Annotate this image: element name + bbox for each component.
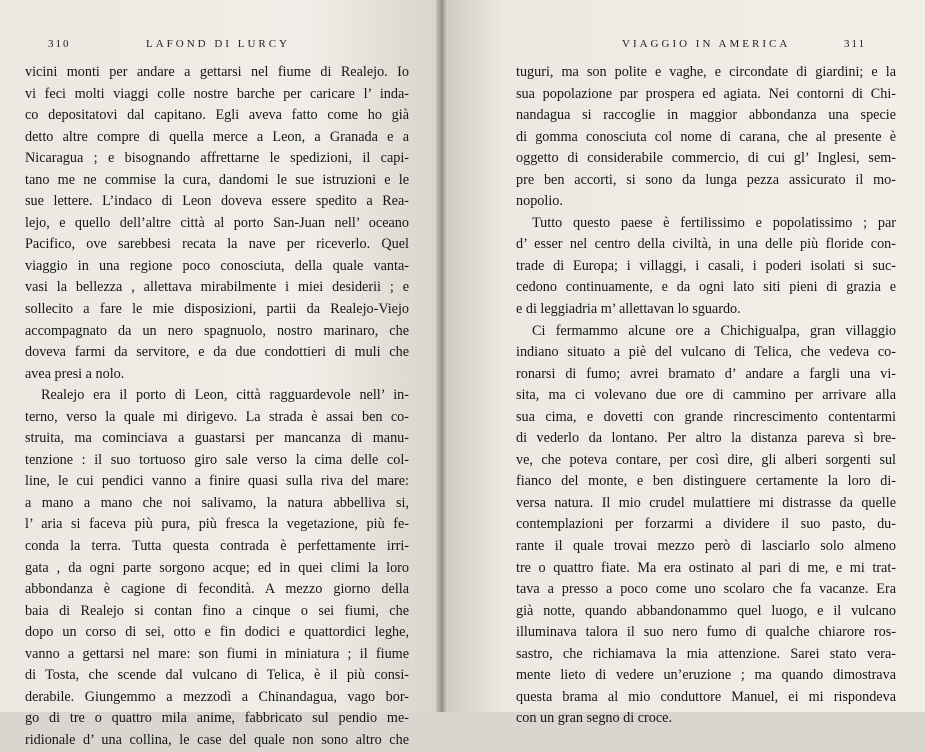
- text-line: nopolio.: [516, 193, 563, 210]
- left-running-head: LAFOND DI LURCY: [146, 38, 290, 50]
- text-line: tenzione : il suo tortuoso giro sale verso la cima delle col-: [25, 451, 409, 468]
- text-line: cedono continuamente, e da ogni lato siti pieni di grazia e: [516, 279, 896, 296]
- text-line: sastro, che richiamava la mia attenzione. Sarei stato vera-: [516, 645, 896, 662]
- text-line: tuguri, ma son polite e vaghe, e circondate di giardini; e la: [516, 64, 896, 80]
- text-line: questa brama al mio conduttore Manuel, ei mi rispondeva: [516, 688, 896, 705]
- text-line: sua cima, e dovetti con grande rincrescimento contentarmi: [516, 408, 896, 425]
- text-line: di vederlo da lontano. Per altro la distanza pareva sì bre-: [516, 430, 896, 447]
- text-line: vi feci molti viaggi colle nostre barche per caricare l’ inda-: [25, 85, 409, 102]
- text-line: sue lettere. L’indaco di Leon doveva essere spedito a Rea-: [25, 193, 409, 210]
- text-line: doveva farmi da servitore, e da due condottieri di muli che: [25, 344, 409, 361]
- text-line: mente lieto di vedere un’eruzione ; ma quando dimostrava: [516, 667, 896, 684]
- right-page-text: [516, 62, 896, 730]
- left-page-text: [25, 62, 409, 752]
- text-line: Pacifico, ove sarebbesi recata la nave per riceverlo. Quel: [25, 236, 409, 253]
- text-line: struita, ma cominciava a guastarsi per mancanza di manu-: [25, 430, 409, 447]
- text-line: co depositatovi dal capitano. Egli aveva fatto come ho già: [25, 107, 409, 124]
- text-line: derabile. Giungemmo a mezzodì a Chinandagua, vago bor-: [25, 688, 409, 705]
- text-line: conda la terra. Tutta questa contrada è perfettamente irri-: [25, 538, 409, 555]
- text-line: terno, verso la quale mi dirigevo. La strada è assai ben co-: [25, 408, 409, 425]
- text-line: tava a presso a poco come uno scolaro che fa vacanze. Era: [516, 581, 896, 598]
- text-line: avea presi a nolo.: [25, 365, 125, 382]
- text-line: e di leggiadria m’ allettavan lo sguardo.: [516, 301, 741, 318]
- text-line: ronarsi di fumo; avrei bramato d’ andare a fargli una vi-: [516, 365, 896, 382]
- text-line: sua popolazione par prospera ed agiata. Nei contorni di Chi-: [516, 85, 896, 102]
- text-line: oggetto di considerabile commercio, di cui gl’ Inglesi, sem-: [516, 150, 896, 167]
- text-line: illuminava talora il suo nero fumo di qualche chiarore ros-: [516, 624, 896, 641]
- text-line: indiano situato a piè del vulcano di Telica, che vedeva co-: [516, 344, 896, 361]
- text-line: detto altre compre di quella merce a Leon, a Granada e a: [25, 128, 409, 145]
- text-line: vasi la bellezza , allettava mirabilmente i miei desiderii ; e: [25, 279, 409, 296]
- text-line: abbondanza è cagione di fecondità. A mezzo giorno della: [25, 581, 409, 598]
- text-line: trade di Europa; i villaggi, i casali, i poderi isolati si suc-: [516, 257, 896, 274]
- right-page-number: 311: [844, 38, 867, 50]
- text-line: Tutto questo paese è fertilissimo e popolatissimo ; par: [532, 214, 896, 231]
- text-line: Realejo era il porto di Leon, città ragguardevole nell’ in-: [41, 387, 409, 404]
- text-line: vanno a gettarsi nel mare: son fiumi in miniatura ; il fiume: [25, 645, 409, 662]
- text-line: rante il quale trovai mezzo però di lasciarlo solo almeno: [516, 538, 896, 555]
- text-line: già notte, quando abbandonammo quel luogo, e il vulcano: [516, 602, 896, 619]
- text-line: accompagnato da un nero spagnuolo, nostro marinaro, che: [25, 322, 409, 339]
- text-line: lejo, e quello dell’altre città al porto San-Juan nell’ oceano: [25, 214, 409, 231]
- text-line: di Tosta, che scende dal vulcano di Telica, è il più consi-: [25, 667, 409, 684]
- text-line: versa natura. Il mio crudel mulattiere mi distrasse da quelle: [516, 494, 896, 511]
- text-line: viaggio in una regione poco conosciuta, della quale vanta-: [25, 257, 409, 274]
- text-line: gata , da ogni parte sorgono acque; ed in quei climi la loro: [25, 559, 409, 576]
- text-line: sita, ma ci volevano due ore di cammino per arrivare alla: [516, 387, 896, 404]
- right-page: [446, 0, 925, 727]
- left-page-number: 310: [48, 38, 71, 50]
- text-line: fianco del monte, e ben distinguere certamente la loro di-: [516, 473, 896, 490]
- text-line: Nicaragua ; e bisognando affrettarne le spedizioni, il capi-: [25, 150, 409, 167]
- right-running-head: VIAGGIO IN AMERICA: [622, 38, 791, 50]
- left-page: [0, 0, 440, 748]
- text-line: d’ esser nel centro della civiltà, in una delle più floride con-: [516, 236, 896, 253]
- text-line: baia di Realejo si contan fino a cinque o sei fiumi, che: [25, 602, 409, 619]
- text-line: vicini monti per andare a gettarsi nel fiume di Realejo. Io: [25, 64, 409, 80]
- text-line: l’ aria si faceva più pura, più fresca la vegetazione, più fe-: [25, 516, 409, 533]
- text-line: di gomma conosciuta col nome di carana, che al presente è: [516, 128, 896, 145]
- text-line: pre ben accorti, si sono da lunga pezza assicurato il mo-: [516, 171, 896, 188]
- text-line: ve, che poteva contare, per così dire, gli alberi sorgenti sul: [516, 451, 896, 468]
- text-line: go di tre o quattro mila anime, fabbricato sul pendio me-: [25, 710, 409, 727]
- text-line: line, le cui pendici vanno a finire quasi sulla riva del mare:: [25, 473, 409, 490]
- text-line: nandagua si raccoglie in maggior abbondanza una specie: [516, 107, 896, 124]
- text-line: sollecito a fare le mie disposizioni, partii da Realejo-Viejo: [25, 301, 409, 318]
- text-line: tre o quattro fiate. Ma era ostinato al pari di me, e mi trat-: [516, 559, 896, 576]
- text-line: tano me ne commise la cura, dandomi le sue istruzioni e le: [25, 171, 409, 188]
- text-line: a mano a mano che noi salivamo, la natura abbelliva si,: [25, 494, 409, 511]
- text-line: con un gran segno di croce.: [516, 710, 673, 727]
- text-line: ridionale d’ una collina, le case del quale non sono altro che: [25, 731, 409, 748]
- text-line: dopo un corso di sei, otto e fin dodici e quattordici leghe,: [25, 624, 409, 641]
- text-line: Ci fermammo alcune ore a Chichigualpa, gran villaggio: [532, 322, 896, 339]
- text-line: contemplazioni per forzarmi a dividere il suo pasto, du-: [516, 516, 896, 533]
